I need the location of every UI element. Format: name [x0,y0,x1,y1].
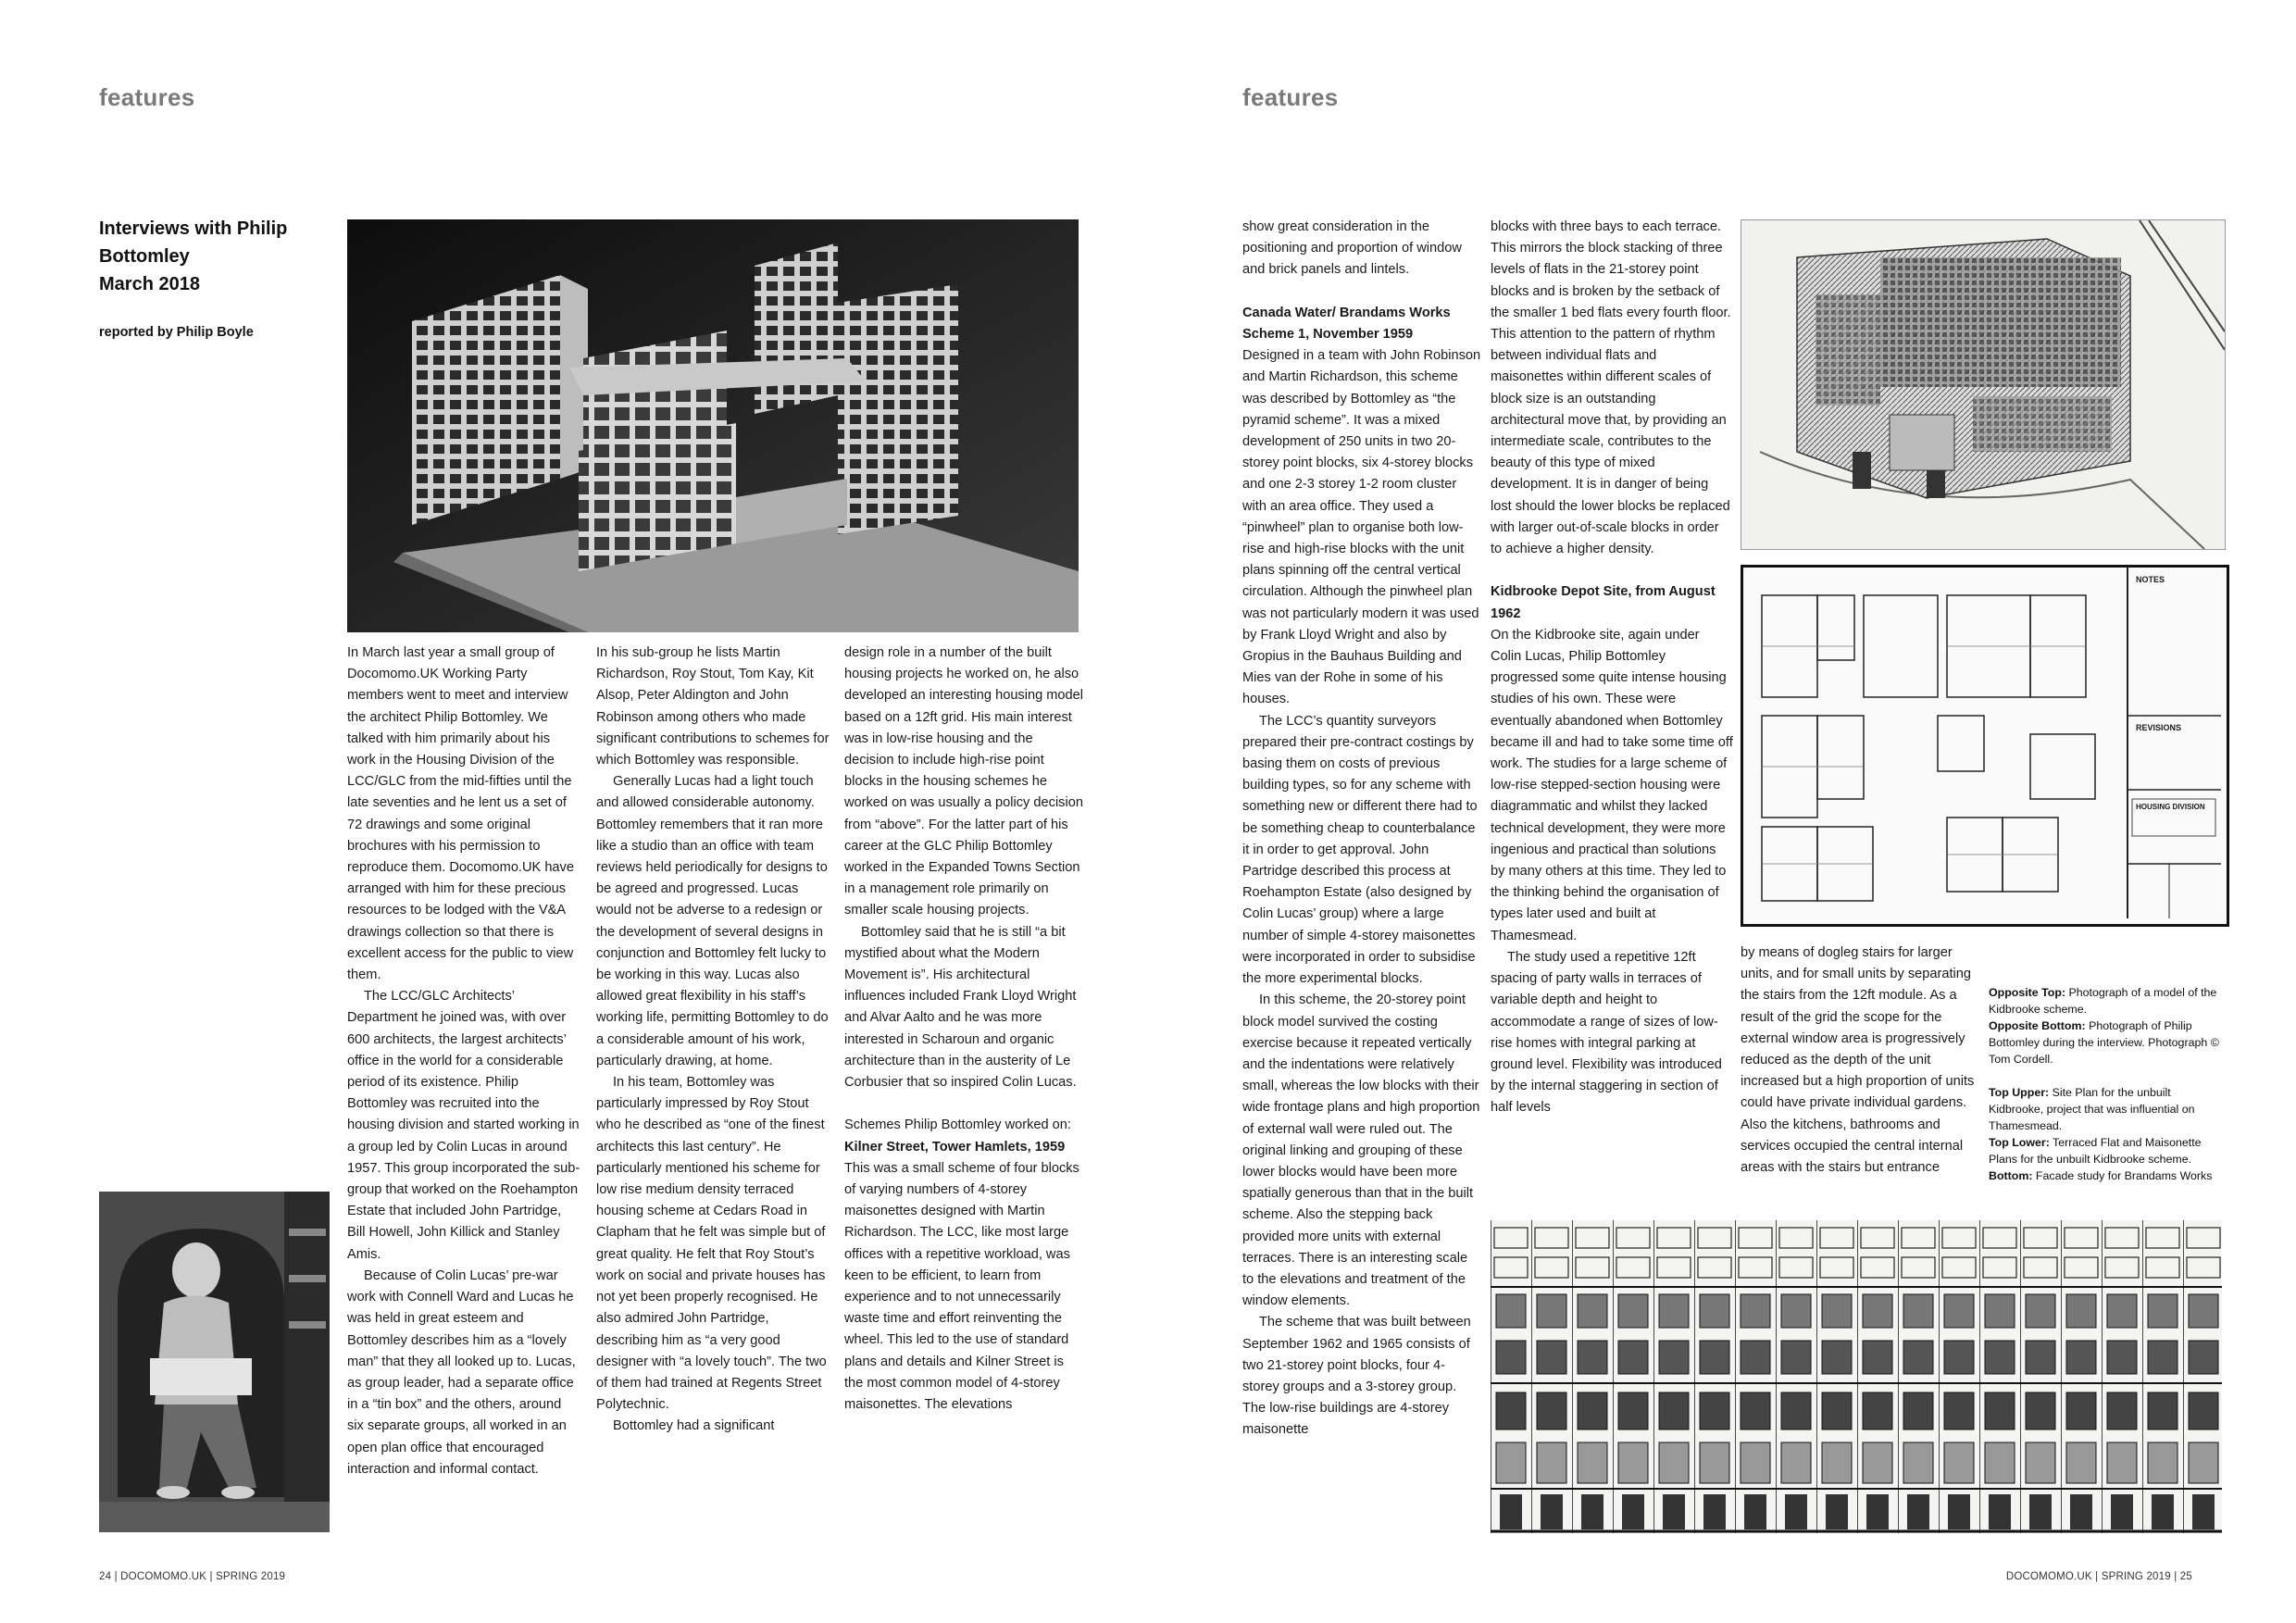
section-label-right: features [1242,83,1339,111]
right-col2-paragraph: Kidbrooke Depot Site, from August 1962 [1491,584,1716,621]
left-column-3 [844,643,1083,1416]
left-col1-paragraph: Because of Colin Lucas’ pre-war work with Connell Ward and Lucas he was held in great esteem and Bottomley describes him as a “lovely man” that they all looked up to. Lucas, as group leader, had a separate office in a “tin box” and the others, around six separate groups, all worked in an open plan office that encouraged interaction and informal contact. [347,1267,576,1477]
left-col3-paragraph: This was a small scheme of four blocks of varying numbers of 4-storey maisonettes designed with Martin Richardson. The LCC, like most large offices with a repetitive workload, was keen to be efficient, to learn from experience and to not unnecessarily waste time and effort reinventing the wheel. This led to the use of standard plans and details and Kilner Street is the most common model of 4-storey maisonettes. The elevations [844,1160,1079,1413]
left-column-1 [347,643,580,1480]
left-col2-paragraph: Generally Lucas had a light touch and allowed considerable autonomy. Bottomley remembers that it ran more like a studio than an office with team reviews held periodically for designs to be agreed and progressed. Lucas would not be adverse to a redesign or the development of several designs in conjunction and Bottomley felt lucky to be working in this way. Lucas also allowed great flexibility in his staff’s working life, permitting Bottomley to do a considerable amount of his work, particularly drawing, at home. [596,774,829,1068]
floor-plans-drawing [1741,565,2229,927]
right-col1-paragraph: show great consideration in the positioning and proportion of window and brick panels and lintels. [1242,219,1462,278]
caption-item [1989,1134,2222,1167]
byline: reported by Philip Boyle [99,325,254,340]
right-col2-paragraph: On the Kidbrooke site, again under Colin Lucas, Philip Bottomley progressed some quite intense housing studies of his own. These were eventually abandoned when Bottomley became ill and had to take some time off work. The studies for a large scheme of low-rise stepped-section housing were diagrammatic and whilst they lacked technical development, they were more ingenious and practical than solutions by many others at this time. They led to the thinking behind the organisation of types later used and built at Thamesmead. [1491,627,1733,943]
left-col3-paragraph: Schemes Philip Bottomley worked on: [844,1117,1071,1133]
plan-title-block: HOUSING DIVISION [2136,803,2205,811]
floor-plans-svg [1743,568,2221,918]
caption-label: Top Upper: [1989,1086,2050,1099]
left-col1-paragraph: In March last year a small group of Docomomo.UK Working Party members went to meet and interview the architect Philip Bottomley. We talked with him primarily about his work in the Housing Division of the LCC/GLC from the mid-fifties until the late seventies and he lent us a set of 72 drawings and some original brochures with his permission to reproduce them. Docomomo.UK have arranged with him for these precious resources to be lodged with the V&A drawings collection so that there is excellent access for the public to view them. [347,645,574,983]
title-line-1: Interviews with Philip [99,218,288,239]
left-col3-paragraph: Kilner Street, Tower Hamlets, 1959 [844,1139,1066,1155]
caption-text: Photograph of Philip Bottomley during the interview. Photograph © Tom Cordell. [1989,1019,2219,1066]
footer-left: 24 | DOCOMOMO.UK | SPRING 2019 [99,1571,286,1582]
model-photo-svg [347,219,1079,632]
facade-svg [1491,1220,2222,1533]
caption-label: Opposite Bottom: [1989,1019,2086,1032]
right-col1-paragraph: Designed in a team with John Robinson and Martin Richardson, this scheme was described by Bottomley as “the pyramid scheme”. It was a mixed development of 250 units in two 20-storey point blocks, six 4-storey blocks and one 2-3 storey 1-2 room cluster with an area office. They used a “pinwheel” plan to organise both low-rise and high-rise blocks with the unit plans spinning off the central vertical circulation. Although the pinwheel plan was not particularly modern it was used by Frank Lloyd Wright and also by Gropius in the Bauhaus Building and Mies van der Rohe in some of his houses. [1242,348,1481,707]
facade-study-drawing [1491,1220,2222,1533]
caption-text: Site Plan for the unbuilt Kidbrooke, project that was influential on Thamesmead. [1989,1086,2195,1132]
right-col1-paragraph: The LCC’s quantity surveyors prepared their pre-contract costings by basing them on costs of previous building types, so for any scheme with something new or different there had to be something cheap to counterbalance it in order to get approval. John Partridge described this process at Roehampton Estate (also designed by Colin Lucas’ group) where a large number of simple 4-storey maisonettes were incorporated in order to subsidise the more experimental blocks. [1242,713,1478,987]
left-col3-paragraph: design role in a number of the built housing projects he worked on, he also developed an interesting housing model based on a 12ft grid. His main interest was in low-rise housing and the decision to include high-rise point blocks in the housing schemes he worked on was usually a policy decision from “above”. For the latter part of his career at the GLC Philip Bottomley worked in the Expanded Towns Section in a management role primarily on smaller scale housing projects. [844,645,1084,918]
portrait-photograph [99,1192,330,1532]
site-plan-drawing [1741,219,2226,550]
left-col2-paragraph: In his team, Bottomley was particularly impressed by Roy Stout who he described as “one of the finest architects this last century”. He particularly mentioned his scheme for low rise medium density terraced housing scheme at Cedars Road in Clapham that he felt was simple but of great quality. He felt that Roy Stout’s work on social and private houses has not yet been properly recognised. He also admired John Partridge, describing him as “a very good designer with “a lovely touch”. The two of them had trained at Regents Street Polytechnic. [596,1075,827,1413]
caption-label: Opposite Top: [1989,986,2066,999]
caption-label: Bottom: [1989,1169,2033,1182]
caption-item [1989,1084,2222,1134]
caption-item [1989,984,2222,1017]
caption-item [1989,1017,2222,1067]
left-col2-paragraph: Bottomley had a significant [613,1418,775,1434]
caption-text: Facade study for Brandams Works [2032,1169,2213,1182]
title-line-3: March 2018 [99,274,200,294]
right-col3-paragraph: by means of dogleg stairs for larger units, and for small units by separating the stairs from the 12ft module. As a result of the grid the scope for the external window area is progressively reduced as the depth of the unit increased but a high proportion of units could have private individual gardens. Also the kitchens, bathrooms and services occupied the central internal areas with the stairs but entrance [1741,945,1975,1176]
plan-revisions-label: REVISIONS [2136,723,2182,732]
right-col1-paragraph: Canada Water/ Brandams Works Scheme 1, November 1959 [1242,305,1451,342]
caption-text: Terraced Flat and Maisonette Plans for the unbuilt Kidbrooke scheme. [1989,1136,2202,1166]
section-label-left: features [99,83,195,111]
caption-item [1989,1167,2222,1184]
title-line-2: Bottomley [99,246,190,267]
model-photograph [347,219,1079,632]
article-title [99,215,340,298]
figure-captions [1989,984,2222,1184]
right-col1-paragraph: The scheme that was built between September 1962 and 1965 consists of two 21-storey point blocks, four 4-storey groups and a 3-storey group. The low-rise buildings are 4-storey maisonette [1242,1315,1471,1438]
left-col3-paragraph: Bottomley said that he is still “a bit mystified about what the Modern Movement is”. His architectural influences included Frank Lloyd Wright and Alvar Aalto and he was more interested in Scharoun and organic architecture than in the austerity of Le Corbusier that so inspired Colin Lucas. [844,924,1077,1091]
right-col1-paragraph: In this scheme, the 20-storey point block model survived the costing exercise because it repeated vertically and the indentations were relatively small, whereas the low blocks with their wide frontage plans and high proportion of external wall were ruled out. The original linking and grouping of these lower blocks would have been more spatially generous than that in the built scheme. Also the stepping back provided more units with external terraces. There is an interesting scale to the elevations and treatment of the window elements. [1242,993,1480,1309]
right-col2-paragraph: blocks with three bays to each terrace. This mirrors the block stacking of three levels of flats in the 21-storey point blocks and is broken by the setback of the smaller 1 bed flats every fourth floor. This attention to the pattern of rhythm between individual flats and maisonettes within different scales of block size is an outstanding architectural move that, by providing an intermediate scale, contributes to the beauty of this type of mixed development. It is in danger of being lost should the lower blocks be replaced with larger out-of-scale blocks in order to achieve a higher density. [1491,219,1731,557]
right-col2-paragraph: The study used a repetitive 12ft spacing of party walls in terraces of variable depth and height to accommodate a range of sizes of low-rise homes with integral parking at ground level. Flexibility was introduced by the internal staggering in section of half levels [1491,949,1722,1116]
caption-text: Photograph of a model of the Kidbrooke scheme. [1989,986,2217,1016]
left-col1-paragraph: The LCC/GLC Architects’ Department he joined was, with over 600 architects, the largest architects’ office in the world for a considerable period of its existence. Philip Bottomley was recruited into the housing division and started working in a group led by Colin Lucas in around 1957. This group incorporated the sub-group that worked on the Roehampton Estate that included John Partridge, Bill Howell, John Killick and Stanley Amis. [347,989,580,1262]
portrait-photo-svg [99,1192,330,1532]
right-column-2 [1491,217,1733,1119]
footer-right: DOCOMOMO.UK | SPRING 2019 | 25 [2005,1571,2192,1582]
site-plan-svg [1741,220,2225,549]
left-column-2 [596,643,830,1438]
plan-notes-label: NOTES [2136,575,2165,584]
right-column-3 [1741,943,1979,1179]
right-column-1 [1242,217,1481,1442]
left-col2-paragraph: In his sub-group he lists Martin Richardson, Roy Stout, Tom Kay, Kit Alsop, Peter Aldington and John Robinson among others who made significant contributions to schemes for which Bottomley was responsible. [596,645,830,768]
caption-label: Top Lower: [1989,1136,2050,1149]
